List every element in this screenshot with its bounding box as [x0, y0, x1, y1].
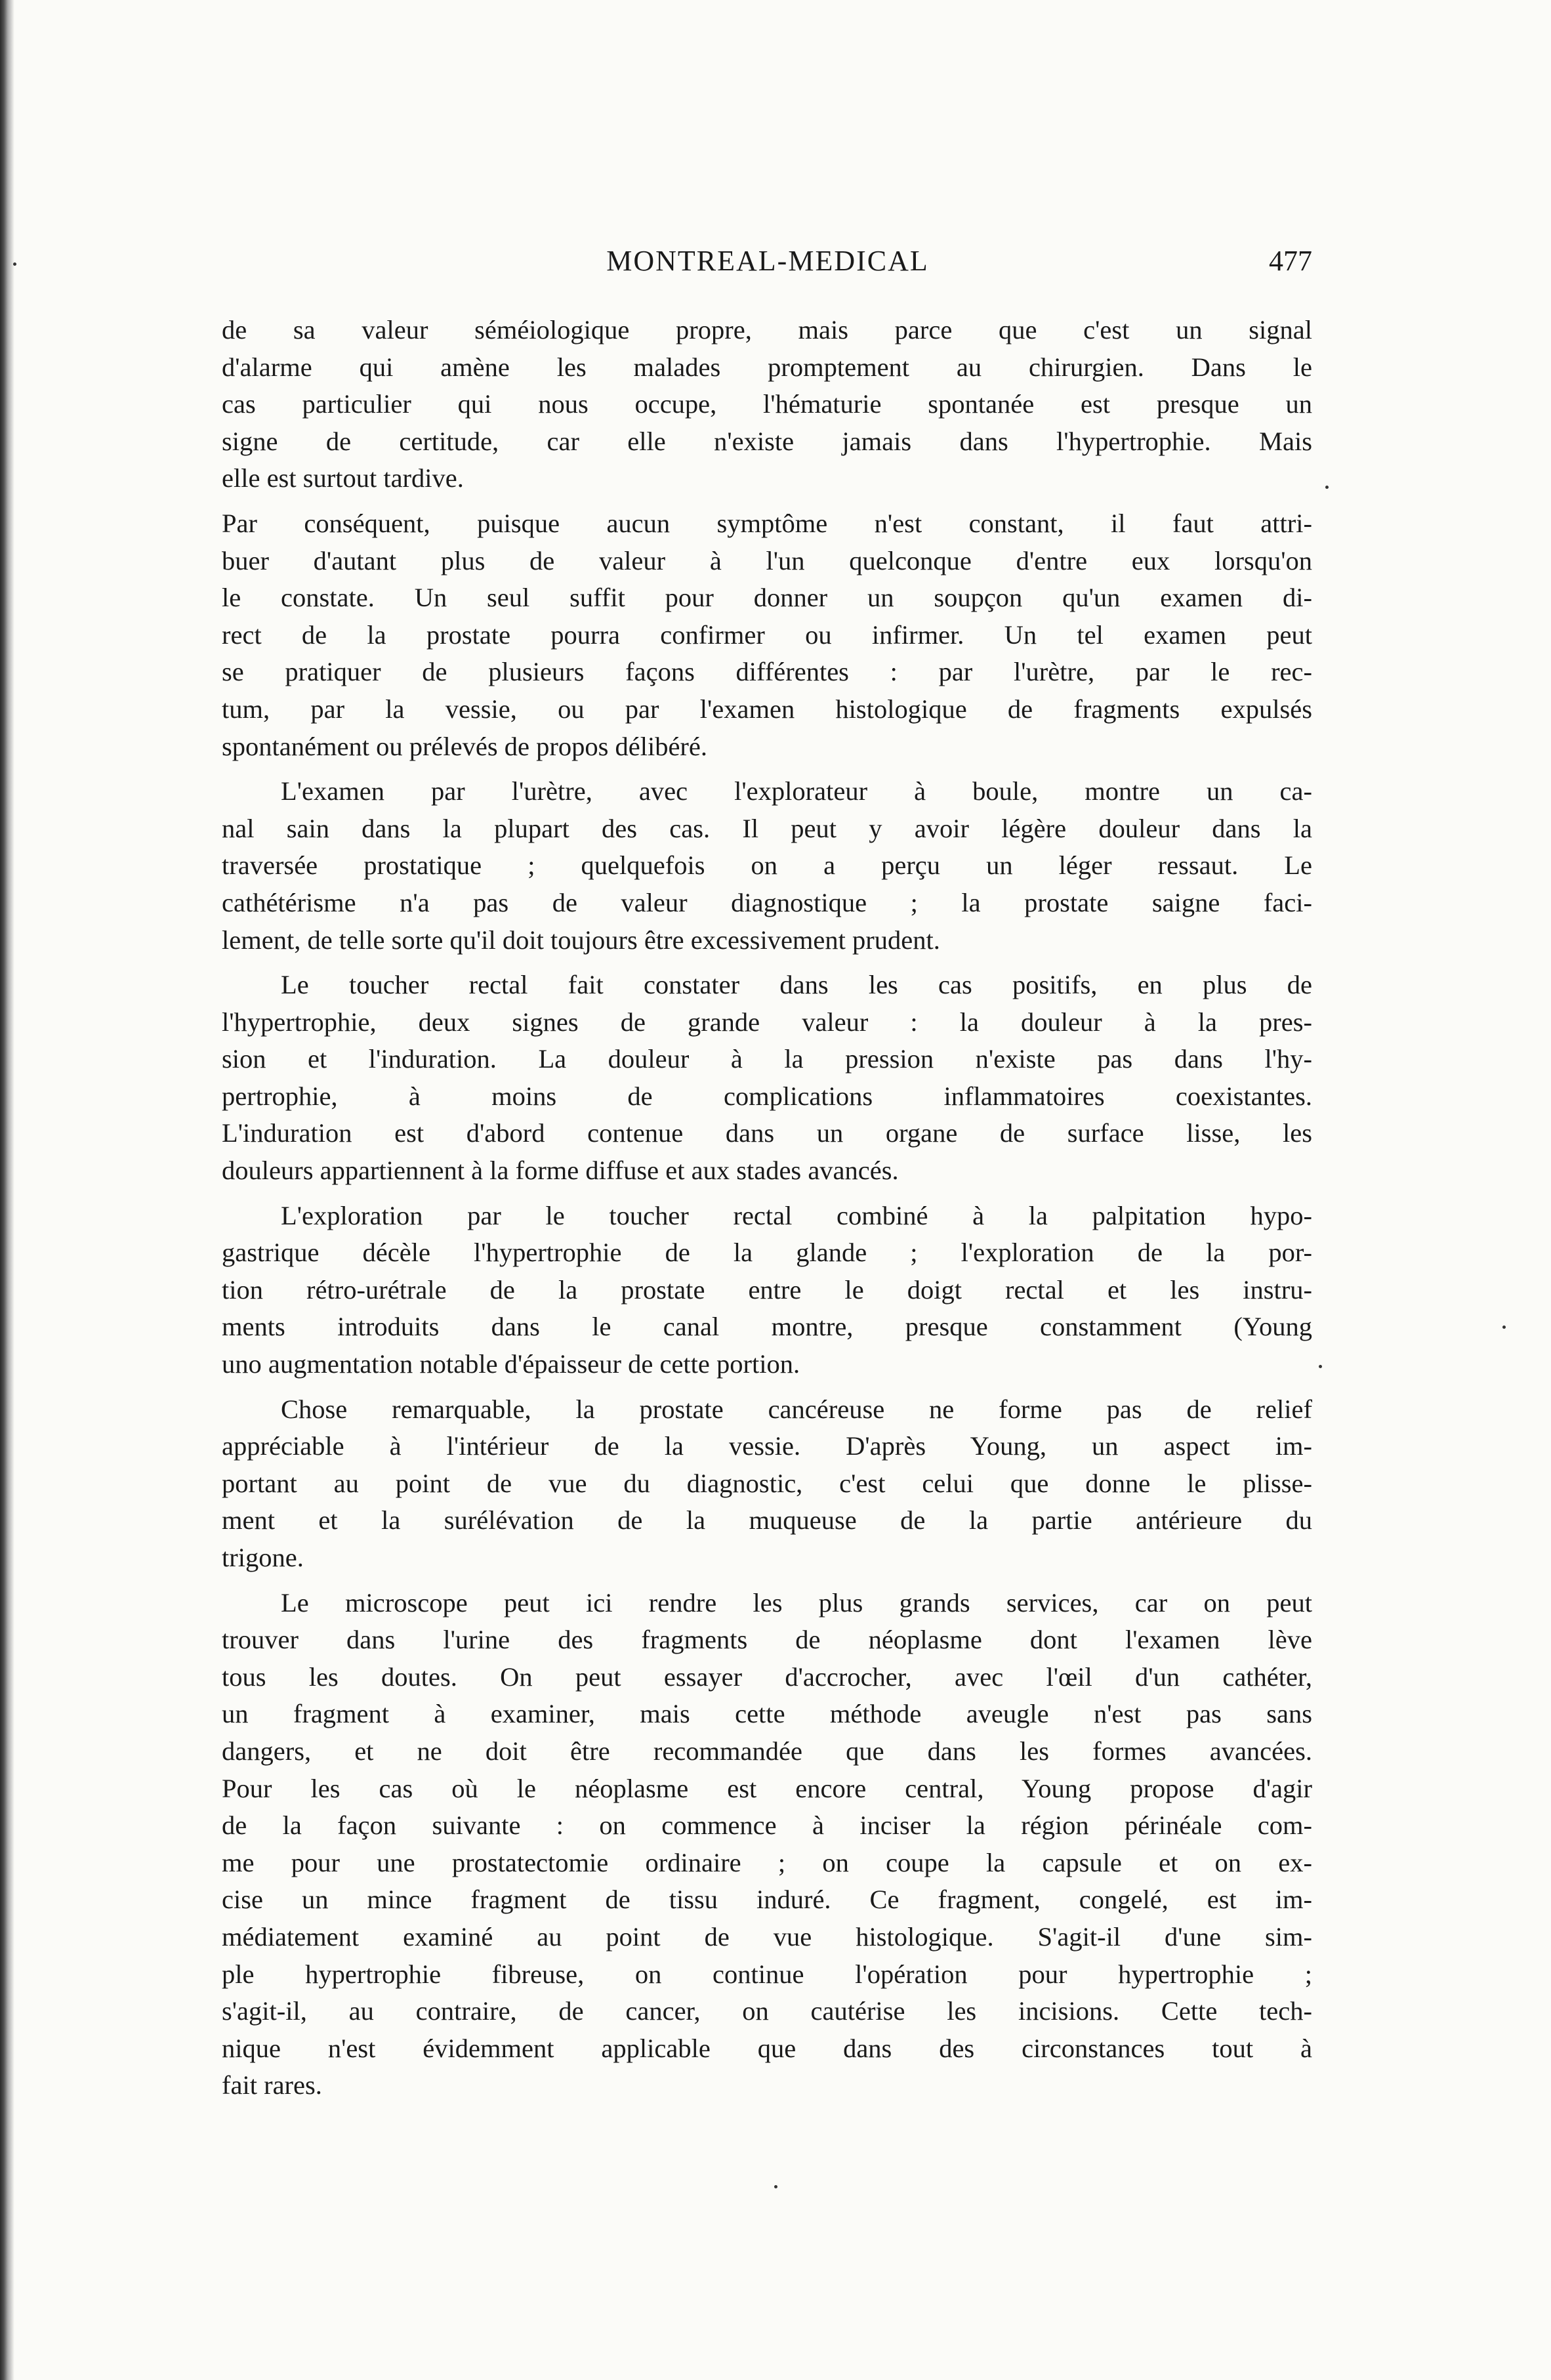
text-line: cas particulier qui nous occupe, l'hématurie spontanée est presque un — [222, 389, 1312, 419]
text-line: signe de certitude, car elle n'existe jamais dans l'hypertrophie. Mais — [222, 426, 1312, 456]
text-line: s'agit-il, au contraire, de cancer, on cautérise les incisions. Cette tech- — [222, 1996, 1312, 2026]
text-line: sion et l'induration. La douleur à la pression n'existe pas dans l'hy- — [222, 1044, 1312, 1074]
text-line: pertrophie, à moins de complications inflammatoires coexistantes. — [222, 1081, 1312, 1111]
paragraph — [222, 967, 1312, 1190]
text-line: buer d'autant plus de valeur à l'un quelconque d'entre eux lorsqu'on — [222, 545, 1312, 575]
text-line: uno augmentation notable d'épaisseur de cette portion. — [222, 1349, 800, 1379]
text-line: le constate. Un seul suffit pour donner un soupçon qu'un examen di- — [222, 583, 1312, 613]
text-line: spontanément ou prélevés de propos délibéré. — [222, 731, 708, 761]
text-line: rect de la prostate pourra confirmer ou infirmer. Un tel examen peut — [222, 619, 1312, 650]
text-line: Pour les cas où le néoplasme est encore central, Young propose d'agir — [222, 1773, 1312, 1803]
scan-speck — [774, 2185, 777, 2188]
paragraph — [222, 1391, 1312, 1577]
text-line: appréciable à l'intérieur de la vessie. D'après Young, un aspect im- — [222, 1431, 1312, 1461]
scan-speck — [1319, 1365, 1322, 1368]
paragraph — [222, 1585, 1312, 2104]
paragraph — [222, 312, 1312, 497]
text-line: de sa valeur séméiologique propre, mais parce que c'est un signal — [222, 315, 1312, 344]
text-line: Le toucher rectal fait constater dans les cas positifs, en plus de — [281, 970, 1312, 1000]
text-line: fait rares. — [222, 2070, 322, 2100]
text-line: nique n'est évidemment applicable que dans des circonstances tout à — [222, 2033, 1312, 2063]
text-line: lement, de telle sorte qu'il doit toujours être excessivement prudent. — [222, 925, 940, 955]
text-line: tion rétro-urétrale de la prostate entre le doigt rectal et les instru- — [222, 1274, 1312, 1305]
text-line: ple hypertrophie fibreuse, on continue l'opération pour hypertrophie ; — [222, 1959, 1312, 1989]
text-line: traversée prostatique ; quelquefois on a perçu un léger ressaut. Le — [222, 850, 1312, 881]
scan-speck — [13, 262, 16, 266]
running-head — [223, 244, 1312, 283]
paragraph — [222, 773, 1312, 959]
text-line: cise un mince fragment de tissu induré. Ce fragment, congelé, est im- — [222, 1885, 1312, 1915]
paragraph — [222, 1198, 1312, 1383]
text-line: se pratiquer de plusieurs façons différentes : par l'urètre, par le rec- — [222, 657, 1312, 687]
text-line: médiatement examiné au point de vue histologique. S'agit-il d'une sim- — [222, 1921, 1312, 1952]
text-line: cathétérisme n'a pas de valeur diagnostique ; la prostate saigne faci- — [222, 887, 1312, 917]
text-line: ment et la surélévation de la muqueuse de la partie antérieure du — [222, 1505, 1312, 1535]
text-line: me pour une prostatectomie ordinaire ; on coupe la capsule et on ex- — [222, 1847, 1312, 1877]
text-line: nal sain dans la plupart des cas. Il peut y avoir légère douleur dans la — [222, 813, 1312, 843]
running-title: MONTREAL-MEDICAL — [606, 245, 929, 277]
text-line: trouver dans l'urine des fragments de néoplasme dont l'examen lève — [222, 1625, 1312, 1655]
text-line: L'examen par l'urètre, avec l'explorateur à boule, montre un ca- — [281, 776, 1312, 806]
text-line: Chose remarquable, la prostate cancéreuse ne forme pas de relief — [281, 1394, 1312, 1424]
text-line: L'induration est d'abord contenue dans un organe de surface lisse, les — [222, 1118, 1312, 1148]
text-line: tous les doutes. On peut essayer d'accrocher, avec l'œil d'un cathéter, — [222, 1661, 1312, 1692]
text-line: portant au point de vue du diagnostic, c'est celui que donne le plisse- — [222, 1468, 1312, 1498]
page-number: 477 — [1269, 245, 1312, 277]
text-line: ments introduits dans le canal montre, presque constamment (Young — [222, 1312, 1312, 1342]
body-text — [222, 312, 1312, 2112]
text-line: trigone. — [222, 1543, 304, 1572]
text-line: Le microscope peut ici rendre les plus grands services, car on peut — [281, 1587, 1312, 1618]
text-line: Par conséquent, puisque aucun symptôme n'est constant, il faut attri- — [222, 508, 1312, 538]
scan-speck — [1325, 486, 1329, 489]
text-line: gastrique décèle l'hypertrophie de la glande ; l'exploration de la por- — [222, 1238, 1312, 1268]
text-line: elle est surtout tardive. — [222, 463, 464, 493]
text-line: un fragment à examiner, mais cette méthode aveugle n'est pas sans — [222, 1699, 1312, 1729]
text-line: dangers, et ne doit être recommandée que dans les formes avancées. — [222, 1736, 1312, 1766]
text-line: L'exploration par le toucher rectal combiné à la palpitation hypo- — [281, 1200, 1312, 1230]
text-line: d'alarme qui amène les malades promptement au chirurgien. Dans le — [222, 352, 1312, 382]
binding-edge — [0, 0, 14, 2380]
scan-speck — [1502, 1326, 1506, 1329]
text-line: tum, par la vessie, ou par l'examen histologique de fragments expulsés — [222, 694, 1312, 724]
text-line: de la façon suivante : on commence à inciser la région périnéale com- — [222, 1810, 1312, 1841]
text-line: l'hypertrophie, deux signes de grande valeur : la douleur à la pres- — [222, 1007, 1312, 1037]
paragraph — [222, 505, 1312, 765]
text-line: douleurs appartiennent à la forme diffuse et aux stades avancés. — [222, 1156, 899, 1186]
